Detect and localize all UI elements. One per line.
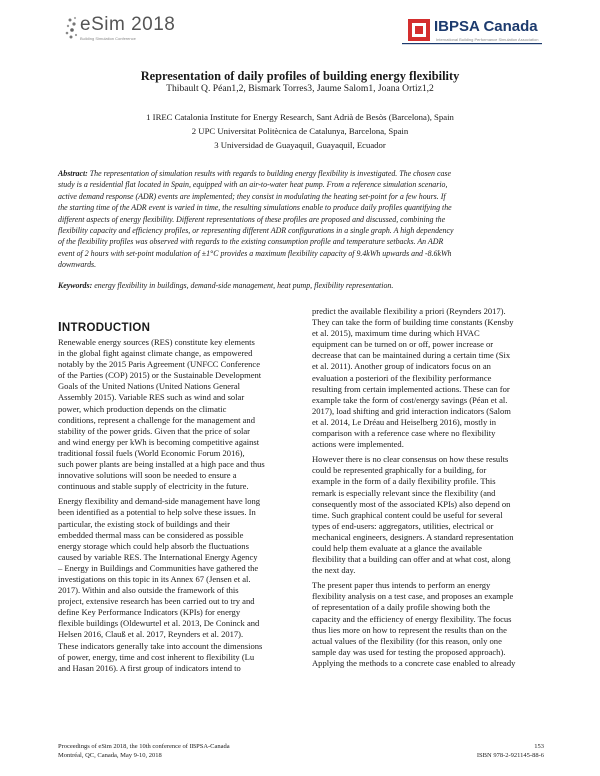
abstract-label: Abstract: [58,169,88,178]
footer-proceedings [58,743,230,760]
body-text-line: Renewable energy sources (RES) constitute key elements [58,337,255,347]
body-text-line: 2017), load shifting and grid interaction indicators (Salom [312,405,511,416]
body-text-line: conditions, represent a challenge for the management and [58,414,255,425]
body-text-line: Energy flexibility and demand-side management have long [58,496,261,507]
body-text-line: equipment can be turned on or off, power increase or [312,339,494,350]
body-text-line: Applying the methods to a concrete case enabled to already [312,657,516,668]
body-text-line: actions were implemented. [312,439,404,450]
esim-logo-subtitle: Building Simulation Conference [80,36,136,41]
body-text-line: remark is especially relevant since the flexibility (and [312,487,496,498]
ibpsa-logo-subtitle: International Building Performance Simulation Association [436,37,539,42]
abstract-line: different aspects of energy flexibility. Different representations of these profiles are proposed and discussed, combining the [58,214,446,224]
body-text-line: been identified as a potential to help solve these issues. In [58,507,256,518]
affiliation-2: 2 UPC Universitat Politècnica de Catalunya, Barcelona, Spain [191,126,409,136]
body-text-line: predict the available flexibility a priori (Reynders 2017). [312,306,506,316]
abstract-line: the starting time of the ADR event is varied in time, the resulting simulations enable to produce daily profiles quantifying the [58,203,452,213]
abstract-line: flexibility capacity and efficiency profiles, or representing different ADR configurations in a single graph. A high dependency [58,226,454,236]
body-text-line: such power plants are being installed at a high pace and thus [58,459,265,470]
abstract [58,168,544,271]
body-text-line: example take the form of cost/energy savings (Péan et al. [312,394,508,405]
body-text-line: Helsen 2016, Clauß et al. 2017, Reynders et al. 2017). [58,629,244,640]
footer-line-1: Proceedings of eSim 2018, the 10th conference of IBPSA-Canada [58,743,230,750]
keywords [58,281,544,290]
ibpsa-logo-text: IBPSA Canada [434,18,538,35]
body-text-line: traditional fossil fuels (World Economic Forum 2016), [58,447,245,458]
paper-authors: Thibault Q. Péan1,2, Bismark Torres3, Jaume Salom1, Joana Ortiz1,2 [166,83,434,94]
body-text-line: They can take the form of building time constants (Kensby [312,317,514,328]
abstract-line: study is a residential flat located in Spain, equipped with an air-to-water heat pump. From a reference simulation scenario, [58,180,448,190]
body-text-line: caused by variable RES. The International Energy Agency [58,551,258,562]
body-text-line: – Energy in Buildings and Communities have gathered the [58,562,259,573]
body-text-line: actual values of the flexibility (for this reason, only one [312,635,502,646]
body-text-line: comparison with a reference case where no flexibility [312,428,496,439]
body-text-line: of the Parties (COP) 2015) or the Sustainable Development [58,370,262,381]
body-text-line: flexibility that a building can offer and at what cost, along [312,554,511,565]
esim-logo-text: eSim 2018 [80,14,176,35]
isbn: ISBN 978-2-921145-88-6 [476,751,544,759]
body-text-line: of representation of a daily profile showing both the [312,602,491,613]
abstract-line: downwards. [58,260,97,270]
body-text-line: continuous and stable supply of electricity in the future. [58,481,249,492]
body-text-line: resulting from certain implemented actions. These can for [312,383,510,394]
abstract-line: The representation of simulation results with regards to building energy flexibility is investigated. The chosen case [89,169,451,178]
body-text-line: Goals of the United Nations (United Nations General [58,381,241,392]
footer-line-2: Montréal, QC, Canada, May 9-10, 2018 [58,751,162,759]
keywords-label: Keywords: [58,281,93,290]
heading-initial: I [58,319,62,334]
abstract-line: event of 2 hours with set-point modulation of ±1°C provides a maximum flexibility capacity of 9.4kWh upwards and -8.6kWh [58,248,452,258]
body-text-line: decrease that can be maintained during a certain time (Six [312,350,511,361]
body-text-line: Assembly 2015). Variable RES such as wind and solar [58,392,245,403]
body-text-line: thus lies more on how to represent the results than on the [312,624,507,635]
body-text-line: example in the form of a daily flexibility profile. This [312,476,496,487]
body-text-line: evaluation a posteriori of the flexibility performance [312,372,492,383]
body-text-line: 2017). Within and also outside the framework of this [58,585,239,596]
body-text-line: types of end-users: aggregators, utilities, electrical or [312,520,494,531]
left-column [58,337,304,674]
body-text-line: embedded thermal mass can be considered as possible [58,529,244,540]
body-text-line: stability of the power grids. Given that the price of solar [58,425,251,436]
body-text-line: power, which production depends on the climatic [58,403,227,414]
body-text-line: energy storage which could help absorb the fluctuations [58,540,249,551]
body-text-line: define Key Performance Indicators (KPIs) for energy [58,607,241,618]
abstract-line: of the flexibility profiles was observed with regards to the existing consumption profile and temperature setbacks. An ADR [58,237,444,247]
body-text-line: could be represented graphically for a building, for [312,465,487,476]
body-text-line: et al. 2014, Le Dréau and Heiselberg 2016), mostly in [312,416,497,427]
body-text-line: consequently most of the associated KPIs) also depend on [312,498,511,509]
footer-page-info [440,743,544,760]
body-text-line: mechanical engineers, designers. A standard representation [312,531,514,542]
section-heading-introduction [58,319,150,334]
body-text-line: innovative solutions will soon be needed to ensure a [58,470,237,481]
page-number: 153 [534,743,544,750]
body-text-line: project, extensive research has been carried out to try and [58,596,255,607]
body-text-line: notably by the 2015 Paris Agreement (UNFCC Conference [58,359,260,370]
body-text-line: and Hasan 2016). A first group of indicators intend to [58,662,241,673]
body-text-line: sample day was used for testing the proposed approach). [312,646,506,657]
body-text-line: time. Such graphical content could be useful for several [312,509,503,520]
body-text-line: These indicators generally take into account the dimensions [58,640,263,651]
body-text-line: the next day. [312,565,356,576]
body-text-line: et al. 2011). Another group of indicators focus on an [312,361,491,372]
body-text-line: and wind energy per kWh is becoming competitive against [58,436,260,447]
body-text-line: of power, energy, time and cost inherent to flexibility (Lu [58,651,255,662]
body-text-line: could help them evaluate at a glance the available [312,542,482,553]
body-text-line: capacity and the efficiency of energy flexibility. The focus [312,613,512,624]
body-text-line: However there is no clear consensus on how these results [312,454,509,465]
body-text-line: flexibility analysis on a test case, and proposes an example [312,591,514,602]
abstract-line: active demand response (ADR) events are implemented; they consist in modulating the heating set-point for a few hours. If [58,191,446,201]
affiliation-3: 3 Universidad de Guayaquil, Guayaquil, Ecuador [214,140,386,150]
heading-rest: NTRODUCTION [61,322,151,334]
body-text-line: particular, the existing stock of buildings and their [58,518,230,529]
body-text-line: investigations on this topic in its Annex 67 (Jensen et al. [58,573,251,584]
keywords-text: energy flexibility in buildings, demand-side management, heat pump, flexibility representation. [94,281,394,290]
body-text-line: et al. 2015), maximum time during which HVAC [312,328,480,339]
right-column [312,306,558,669]
affiliation-1: 1 IREC Catalonia Institute for Energy Research, Sant Adrià de Besòs (Barcelona), Spain [146,112,454,122]
body-text-line: The present paper thus intends to perform an energy [312,580,491,591]
paper-title: Representation of daily profiles of building energy flexibility [140,69,460,83]
body-text-line: in the global fight against climate change, as empowered [58,348,253,359]
body-text-line: flexible buildings (Oldewurtel et al. 2013, De Coninck and [58,618,260,629]
